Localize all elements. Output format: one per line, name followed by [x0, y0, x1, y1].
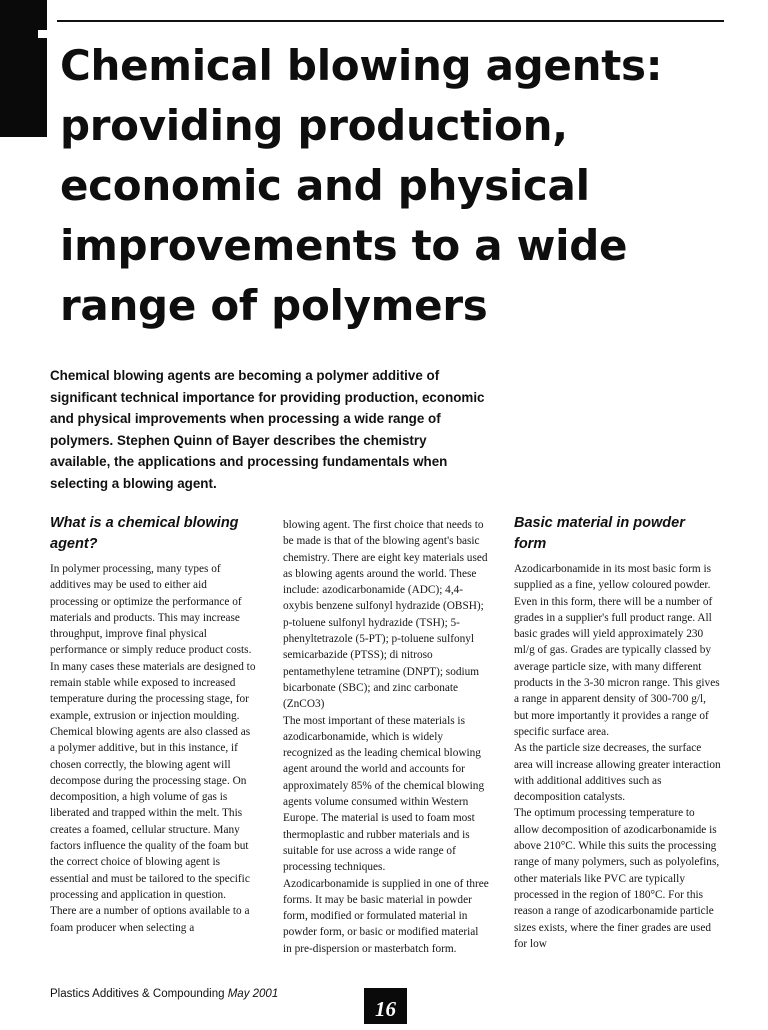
page-number: 16 [375, 997, 396, 1021]
top-rule [57, 20, 724, 22]
page-number-box [364, 988, 407, 1024]
issue-date: May 2001 [227, 988, 279, 1000]
section-marker-bar [0, 0, 47, 137]
column-3-body: Azodicarbonamide in its most basic form is supplied as a fine, yellow coloured powder. Even in this form, there will be a number of grades in a supplier's full product range. All basic grades will yield approximately 230 ml/g of gas. Grades are typically classed by average particle size, with many different products in the 3-30 micron range. This gives a range in apparent density of 300-700 g/l, but more importantly it provides a range of specific surface area. As the particle size decreases, the surface area will increase allowing greater interaction with additional additives such as decomposition catalysts. The optimum processing temperature to allow decomposition of azodicarbonamide is above 210°C. While this suits the processing range of many polymers, such as polyolefins, other materials like PVC are typically processed in the region of 180°C. For this reason a range of azodicarbonamide particle sizes exists, where the finer grades are used for low [514, 563, 721, 950]
column-2-body: blowing agent. The first choice that needs to be made is that of the blowing agent's basic chemistry. There are eight key materials used as blowing agents around the world. These include: azodicarbonamide (ADC); 4,4-oxybis benzene sulfonyl hydrazide (OBSH); p-toluene sulfonyl hydrazide (TSH); 5-phenyltetrazole (5-PT); p-toluene sulfonyl semicarbazide (PTSS); di nitroso pentamethylene tetramine (DNPT); sodium bicarbonate (SBC); and zinc carbonate (ZnCO3) The most important of these materials is azodicarbonamide, which is widely recognized as the leading chemical blowing agent around the world and accounts for approximately 85% of the chemical blowing agents volume consumed within Western Europe. The material is used to foam most thermoplastic and rubber materials and is suitable for use across a wide range of processing techniques. Azodicarbonamide is supplied in one of three forms. It may be basic material in powder form, modified or formulated material in powder form, or basic or modified material in pre-dispersion or masterbatch form. [283, 519, 489, 955]
column-2 [283, 517, 490, 957]
article-title: Chemical blowing agents: providing production, economic and physical improvements to a wide range of polymers [60, 41, 663, 330]
column-1 [50, 513, 257, 936]
column-1-body: In polymer processing, many types of additives may be used to either aid processing or optimize the performance of materials and products. This may increase throughput, improve final physical performance or simply reduce product costs. In many cases these materials are designed to remain stable while exposed to increased temperature during the processing stage, for example, extrusion or injection moulding. Chemical blowing agents are also classed as a polymer additive, but in this instance, if chosen correctly, the blowing agent will decompose during the processing stage. On decomposition, a high volume of gas is liberated and trapped within the melt. This creates a foamed, cellular structure. Many factors influence the quality of the foam but the correct choice of blowing agent is essential and must be tailored to the specific processing and application in question. There are a number of options available to a foam producer when selecting a [50, 563, 256, 934]
column-3 [514, 513, 721, 952]
section-heading-what-is: What is a chemical blowing agent? [50, 515, 239, 552]
section-marker-notch [38, 30, 48, 38]
section-heading-basic-material: Basic material in powder form [514, 515, 685, 552]
footer-publication [50, 987, 278, 1001]
publication-name: Plastics Additives & Compounding [50, 988, 225, 1000]
article-standfirst: Chemical blowing agents are becoming a polymer additive of significant technical importance for providing production, economic and physical improvements when processing a wide range of polymers. Stephen Quinn of Bayer describes the chemistry available, the applications and processing fundamentals when selecting a blowing agent. [50, 368, 485, 491]
